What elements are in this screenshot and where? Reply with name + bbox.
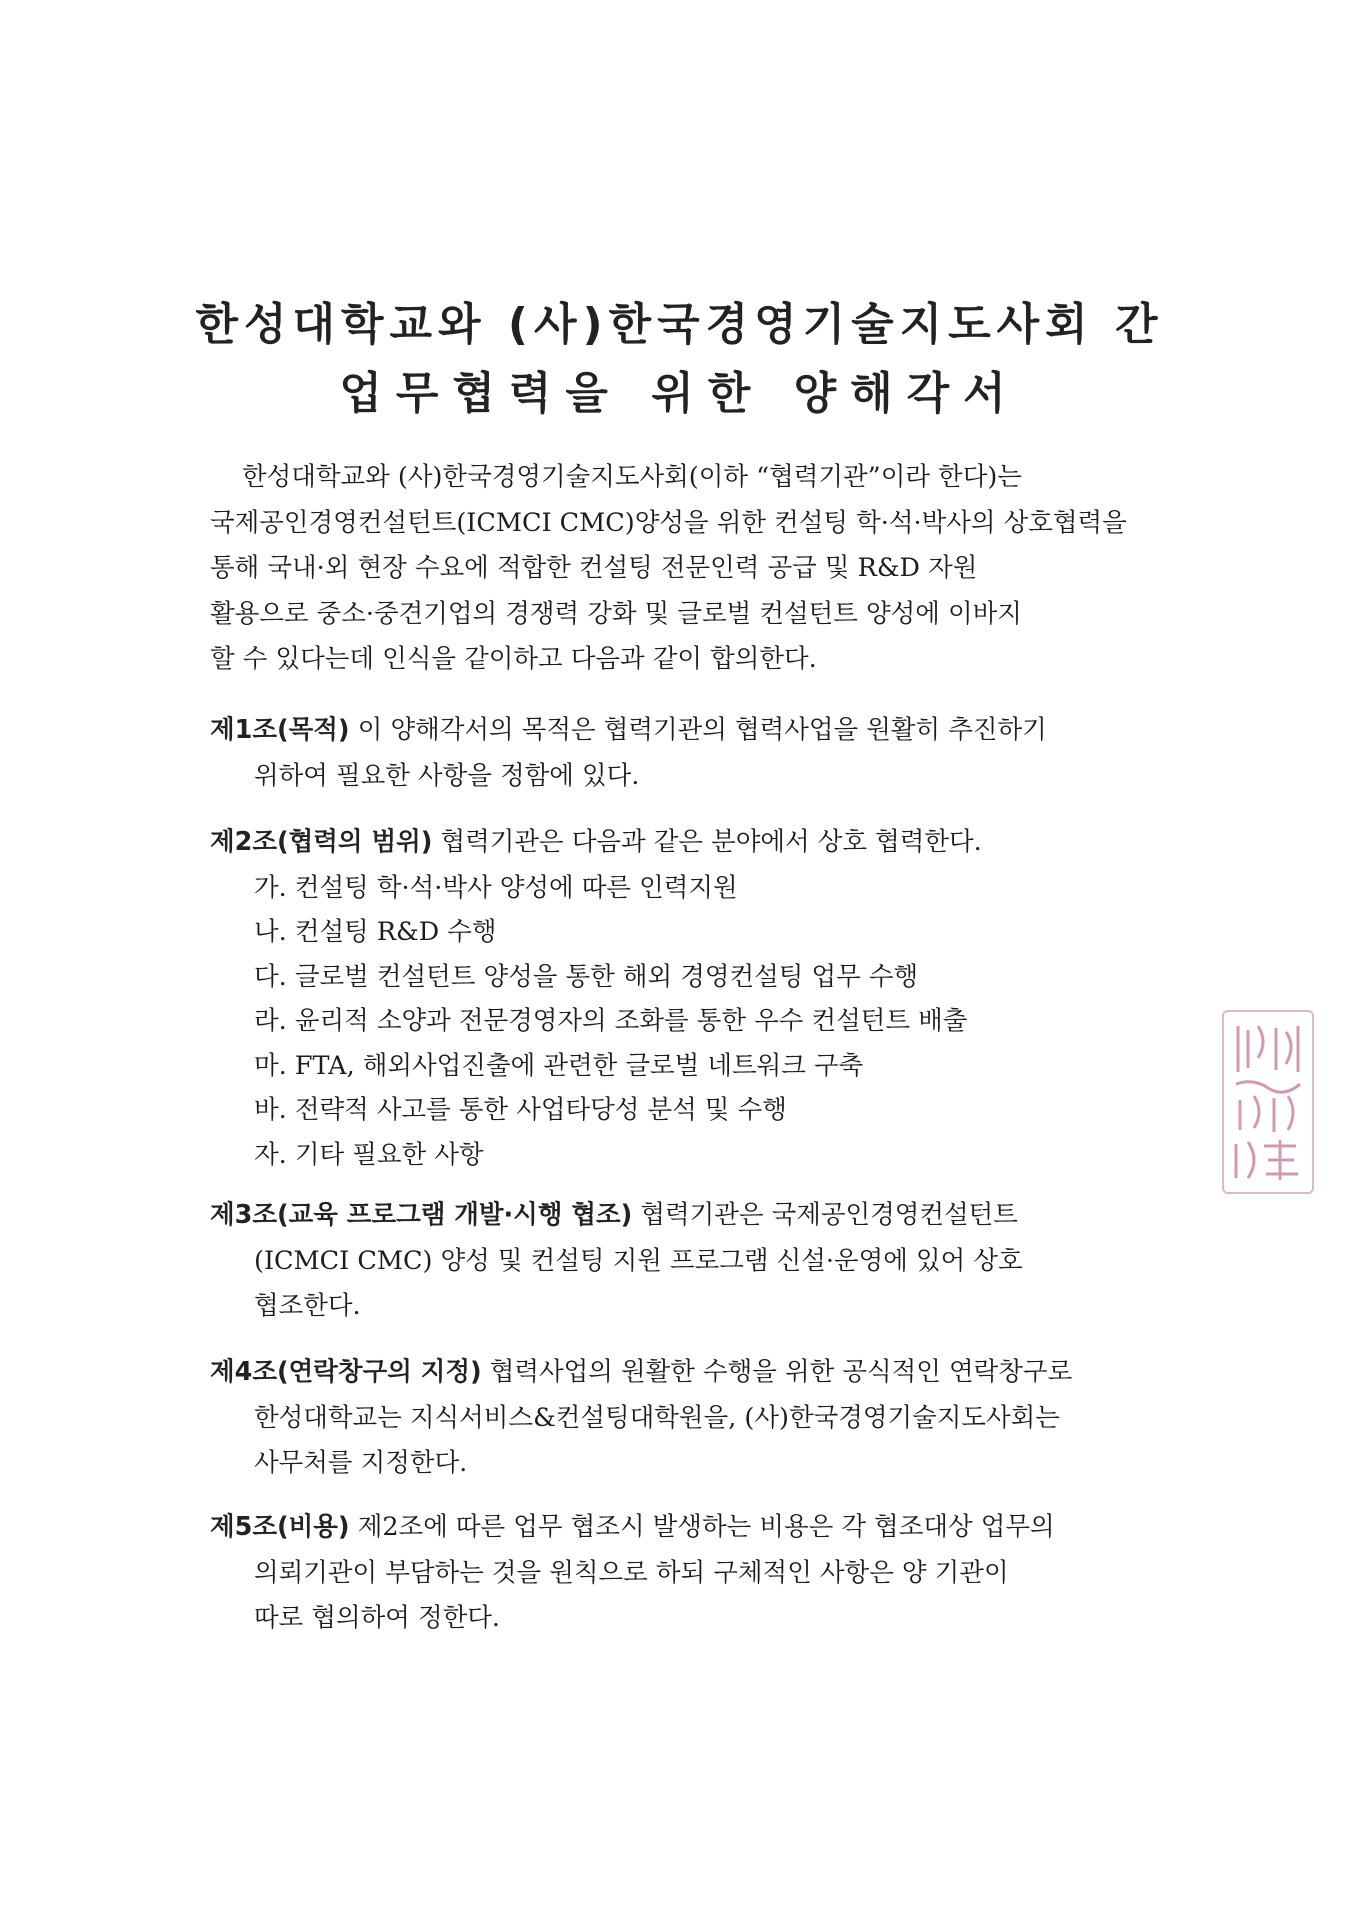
seal-mark-icon xyxy=(1224,1012,1312,1192)
article-3 xyxy=(210,1193,1160,1330)
document-title-line-2: 업무협력을 위한 양해각서 xyxy=(339,368,1020,419)
article-3-heading: 제3조(교육 프로그램 개발·시행 협조) xyxy=(210,1200,633,1230)
preamble-line: 국제공인경영컨설턴트(ICMCI CMC)양성을 위한 컨설팅 학·석·박사의 상호협력을 xyxy=(210,507,1127,538)
article-2 xyxy=(210,820,1160,1177)
list-item: 자. 기타 필요한 사항 xyxy=(254,1139,484,1170)
document-title-line-1: 한성대학교와 (사)한국경영기술지도사회 간 xyxy=(195,299,1164,350)
list-item: 가. 컨설팅 학·석·박사 양성에 따른 인력지원 xyxy=(254,872,738,903)
article-2-heading: 제2조(협력의 범위) xyxy=(210,827,433,857)
list-item: 바. 전략적 사고를 통한 사업타당성 분석 및 수행 xyxy=(254,1095,787,1125)
article-4-text: 한성대학교는 지식서비스&컨설팅대학원을, (사)한국경영기술지도사회는 xyxy=(254,1402,1060,1433)
list-item: 나. 컨설팅 R&D 수행 xyxy=(254,917,497,947)
preamble-paragraph xyxy=(210,455,1158,683)
preamble-line: 활용으로 중소·중견기업의 경쟁력 강화 및 글로벌 컨설턴트 양성에 이바지 xyxy=(210,598,1022,629)
article-2-text: 협력기관은 다음과 같은 분야에서 상호 협력한다. xyxy=(432,827,982,857)
article-1 xyxy=(210,708,1160,799)
article-1-text: 위하여 필요한 사항을 정함에 있다. xyxy=(254,760,640,791)
article-5-text: 의뢰기관이 부담하는 것을 원칙으로 하되 구체적인 사항은 양 기관이 xyxy=(254,1557,1009,1588)
article-5-text: 제2조에 따른 업무 협조시 발생하는 비용은 각 협조대상 업무의 xyxy=(349,1512,1055,1542)
article-3-text: (ICMCI CMC) 양성 및 컨설팅 지원 프로그램 신설·운영에 있어 상호 xyxy=(254,1245,1023,1276)
list-item: 라. 윤리적 소양과 전문경영자의 조화를 통한 우수 컨설턴트 배출 xyxy=(254,1006,968,1036)
article-4-heading: 제4조(연락창구의 지정) xyxy=(210,1357,482,1387)
list-item: 마. FTA, 해외사업진출에 관련한 글로벌 네트워크 구축 xyxy=(254,1050,864,1081)
article-4 xyxy=(210,1350,1160,1487)
article-1-heading: 제1조(목적) xyxy=(210,715,350,745)
list-item: 다. 글로벌 컨설턴트 양성을 통한 해외 경영컨설팅 업무 수행 xyxy=(254,961,919,992)
article-5 xyxy=(210,1505,1160,1642)
article-3-text: 협력기관은 국제공인경영컨설턴트 xyxy=(632,1200,1018,1230)
preamble-line: 할 수 있다는데 인식을 같이하고 다음과 같이 합의한다. xyxy=(210,644,817,674)
article-5-text: 따로 협의하여 정한다. xyxy=(254,1603,501,1633)
article-5-heading: 제5조(비용) xyxy=(210,1512,350,1542)
article-3-text: 협조한다. xyxy=(254,1291,361,1321)
article-4-text: 협력사업의 원활한 수행을 위한 공식적인 연락창구로 xyxy=(481,1357,1073,1387)
article-1-text: 이 양해각서의 목적은 협력기관의 협력사업을 원활히 추진하기 xyxy=(349,715,1047,745)
preamble-line: 한성대학교와 (사)한국경영기술지도사회(이하 “협력기관”이라 한다)는 xyxy=(242,462,1022,492)
preamble-line: 통해 국내·외 현장 수요에 적합한 컨설팅 전문인력 공급 및 R&D 자원 xyxy=(210,553,978,583)
official-seal-stamp xyxy=(1222,1010,1314,1194)
article-4-text: 사무처를 지정한다. xyxy=(254,1448,468,1478)
cooperation-scope-list xyxy=(210,866,1160,1178)
